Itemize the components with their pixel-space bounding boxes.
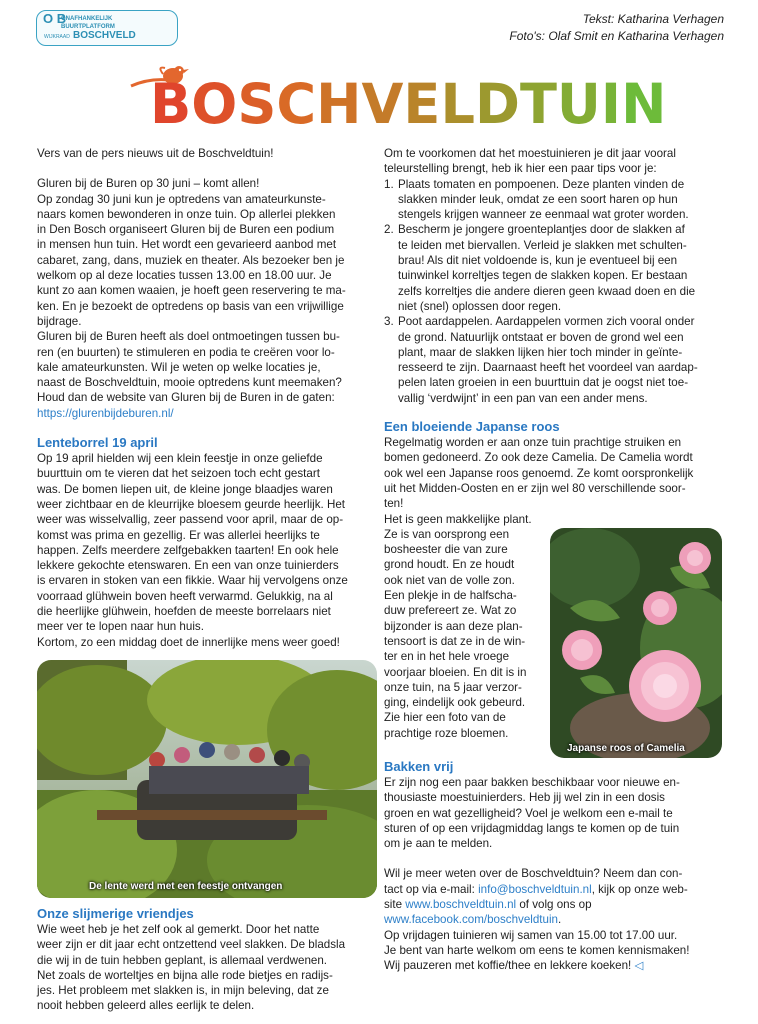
masthead-letter: T xyxy=(519,72,557,136)
text-line: weer zijn er dit jaar echt ontzettend veel slakken. De bladsla xyxy=(37,938,346,952)
text-line: Een plekje in de halfscha- xyxy=(384,589,517,603)
text-line: was. De bomen liepen uit, de kleine jonge blaadjes waren xyxy=(37,482,333,496)
bakken-section xyxy=(384,758,724,974)
text-line: Kortom, zo een middag doet de innerlijke mens weer goed! xyxy=(37,635,340,649)
roos-body-narrow xyxy=(384,512,549,741)
text-line: bosheester die van zure xyxy=(384,543,508,557)
text-line: cabaret, zang, dans, muziek en theater. Als bezoeker ben je xyxy=(37,253,345,267)
roos-heading: Een bloeiende Japanse roos xyxy=(384,419,560,435)
website-link[interactable]: www.boschveldtuin.nl xyxy=(405,898,517,912)
text-line: stengels krijgen wanneer ze eenmaal wat groter worden. xyxy=(398,208,689,222)
text-line: Op 19 april hielden wij een klein feestje in onze geliefde xyxy=(37,452,323,466)
masthead-letter: E xyxy=(403,72,441,136)
text-line: ter en in het hele vroege xyxy=(384,650,510,664)
platform-logo xyxy=(36,10,178,46)
text-line: groen en wat gezelligheid? Voel je welkom een e-mail te xyxy=(384,806,673,820)
gluren-link[interactable]: https://glurenbijdeburen.nl/ xyxy=(37,406,174,420)
text-line: uit het Midden-Oosten en er zijn wel 80 verschillende soor- xyxy=(384,481,686,495)
contact-text: . xyxy=(558,913,562,927)
bakken-body xyxy=(384,775,724,851)
text-line: brau! Als dit niet voldoende is, kun je eventueel bij een xyxy=(398,254,678,268)
text-line: ren (en buurten) te stimuleren en podia te creëren voor lo- xyxy=(37,345,335,359)
contact-line xyxy=(384,882,724,897)
text-line: niet (snel) oplossen door regen. xyxy=(398,299,562,313)
credits xyxy=(509,11,724,45)
slak-body xyxy=(37,922,377,1014)
text-line: in Den Bosch organiseert Gluren bij de Buren een podium xyxy=(37,223,335,237)
intro-text: Vers van de pers nieuws uit de Boschveldtuin! xyxy=(37,147,274,160)
text-line: onze tuin, na 5 jaar verzor- xyxy=(384,680,522,694)
photo-caption: De lente werd met een feestje ontvangen xyxy=(89,881,283,892)
masthead-letter: S xyxy=(237,72,277,136)
gluren-heading: Gluren bij de Buren op 30 juni – komt allen! xyxy=(37,177,260,191)
left-column xyxy=(37,146,377,650)
text-line: thousiaste moestuinierders. Heb jij wel zin in een dosis xyxy=(384,791,665,805)
text-line: resseerd te zijn. Daarnaast heeft het voordeel van aardap- xyxy=(398,361,698,375)
text-line: weer was wisselvallig, zeer passend voor april, maar de op- xyxy=(37,513,344,527)
masthead-letter: D xyxy=(474,72,520,136)
text-line: in mensen hun tuin. Het wordt een gevarieerd aanbod met xyxy=(37,238,337,252)
tip-item xyxy=(384,222,724,314)
text-line: Wie weet heb je het zelf ook al gemerkt. Door het natte xyxy=(37,923,320,936)
photo-caption: Japanse roos of Camelia xyxy=(567,743,685,754)
tip-number: 3. xyxy=(384,315,394,329)
tip-number: 1. xyxy=(384,177,394,191)
roos-body xyxy=(384,435,724,511)
text-line: om je aan te melden. xyxy=(384,837,493,851)
text-line: bijzonder is aan deze plan- xyxy=(384,619,523,633)
text-line: Op zondag 30 juni kun je optredens van amateurkunste- xyxy=(37,192,326,206)
tip-number: 2. xyxy=(384,223,394,237)
slak-heading: Onze slijmerige vriendjes xyxy=(37,906,194,921)
camelia-image xyxy=(550,528,722,758)
slak-section xyxy=(37,905,377,1014)
text-line: sturen of op een vrijdagmiddag langs te komen op de tuin xyxy=(384,821,680,835)
masthead-letter: I xyxy=(600,72,622,136)
photo-credit: Foto's: Olaf Smit en Katharina Verhagen xyxy=(509,29,724,43)
text-line: voorjaar bloeien. En dit is in xyxy=(384,665,527,679)
text-line: nooit hebben geleerd alles eerlijk te delen. xyxy=(37,999,255,1013)
text-line: tensoort is dat ze in de win- xyxy=(384,634,526,648)
text-line: lekkere gekochte etenswaren. En een van onze tuinierders xyxy=(37,559,339,573)
contact-line: Op vrijdagen tuinieren wij samen van 15.00 tot 17.00 uur. xyxy=(384,928,678,942)
masthead-letter: V xyxy=(361,72,404,136)
text-line: Het is geen makkelijke plant. xyxy=(384,512,532,526)
contact-text: Wij pauzeren met koffie/thee en lekkere koeken! xyxy=(384,959,632,973)
text-line: ken. En je bezoekt de optredens op basis van een vrijwillige xyxy=(37,299,344,313)
text-line: Ze is van oorsprong een xyxy=(384,527,510,541)
text-line: pelen laten groeien in een buurttuin dat je oogst niet toe- xyxy=(398,376,689,390)
contact-text: site xyxy=(384,898,406,912)
end-mark-icon: ◁ xyxy=(634,959,644,973)
text-line: kunt zo aan komen waaien, je hoeft geen reservering te ma- xyxy=(37,284,346,298)
text-line: duw prefereert ze. Wat zo xyxy=(384,604,517,618)
text-line: te leiden met biervallen. Verleid je slakken met schulten- xyxy=(398,238,687,252)
text-line: grond houdt. En ze houdt xyxy=(384,558,515,572)
contact-text: of volg ons op xyxy=(516,898,592,912)
text-line: Houd dan de website van Gluren bij de Buren in de gaten: xyxy=(37,391,335,405)
masthead-letter: L xyxy=(440,72,475,136)
text-line: zelfs korreltjes die andere dieren geen kwaad doen en die xyxy=(398,284,696,298)
text-line: plant, maar de slakken lijken hier toch minder in geïnte- xyxy=(398,345,683,359)
text-line: happen. Zelfs meerdere zelfgebakken taarten! En ook hele xyxy=(37,543,339,557)
text-line: Bescherm je jongere groenteplantjes door de slakken af xyxy=(398,223,685,237)
text-line: vallig ‘verdwijnt’ in een pan van een ander mens. xyxy=(398,391,648,405)
text-line: Om te voorkomen dat het moestuinieren je dit jaar vooral xyxy=(384,147,676,160)
text-line: Poot aardappelen. Aardappelen vormen zich vooral onder xyxy=(398,315,695,329)
lenteborrel-photo xyxy=(37,660,377,898)
camelia-photo xyxy=(550,528,722,758)
text-line: Regelmatig worden er aan onze tuin prachtige struiken en xyxy=(384,436,682,450)
tips-list xyxy=(384,177,724,406)
logo-line: BOSCHVELD xyxy=(73,30,136,41)
text-line: Gluren bij de Buren heeft als doel ontmoetingen tussen bu- xyxy=(37,330,340,344)
lente-heading: Lenteborrel 19 april xyxy=(37,435,158,451)
masthead-letter: C xyxy=(276,72,317,136)
text-line: Net zoals de worteltjes en bijna alle rode bietjes en radijs- xyxy=(37,968,333,982)
garden-party-image xyxy=(37,660,377,898)
text-line: kale amateurkunsten. Wil je weten op welke locaties je, xyxy=(37,360,321,374)
text-line: ook wel een Japanse roos genoemd. Ze komt oorspronkelijk xyxy=(384,466,694,480)
text-line: naars komen bewonderen in onze tuin. Op allerlei plekken xyxy=(37,207,336,221)
contact-line xyxy=(384,958,724,973)
text-line: prachtige roze bloemen. xyxy=(384,726,509,740)
text-line: buurttuin om te vieren dat het seizoen toch echt gestart xyxy=(37,467,320,481)
text-line: voorraad glühwein boven heeft verwarmd. Gelukkig, na al xyxy=(37,589,333,603)
text-line: ging, eindelijk ook gebeurd. xyxy=(384,696,526,710)
masthead-letter: B xyxy=(150,72,192,136)
text-line: naast de Boschveldtuin, mooie optredens kunt meemaken? xyxy=(37,376,342,390)
masthead-letter: N xyxy=(621,72,667,136)
text-line: meer ver te lopen naar hun huis. xyxy=(37,620,204,634)
logo-letters: O B xyxy=(43,11,67,26)
text-line: welkom op al deze locaties tussen 13.00 en 18.00 uur. Je xyxy=(37,269,332,283)
text-line: ten! xyxy=(384,497,404,511)
text-line: Er zijn nog een paar bakken beschikbaar voor nieuwe en- xyxy=(384,776,680,789)
text-line: jes. Het probleem met slakken is, in mijn beleving, dat ze xyxy=(37,984,329,998)
masthead-letter: O xyxy=(191,72,238,136)
text-line: slakken minder leuk, omdat ze een soort haren op hun xyxy=(398,192,678,206)
text-line: komst was prima en gezellig. Er was allerlei heerlijks te xyxy=(37,528,320,542)
facebook-link[interactable]: www.facebook.com/boschveldtuin xyxy=(384,913,558,927)
text-credit: Tekst: Katharina Verhagen xyxy=(582,12,724,26)
text-line: die wij in de tuin hebben geplant, is allemaal verdwenen. xyxy=(37,953,328,967)
masthead-title xyxy=(150,74,666,134)
text-line: Plaats tomaten en pompoenen. Deze planten vinden de xyxy=(398,177,685,191)
logo-line: BUURTPLATFORM xyxy=(61,24,115,30)
text-line: weer zichtbaar en de kleurrijke bloesem geurde heerlijk. Het xyxy=(37,497,346,511)
contact-text: , kijk op onze web- xyxy=(591,882,688,896)
logo-line: ONAFHANKELIJK xyxy=(61,16,113,22)
logo-line: WIJKRAAD xyxy=(44,34,70,40)
masthead-text xyxy=(150,74,666,134)
contact-text: tact op via e-mail: xyxy=(384,882,479,896)
text-line: tuinwinkel korreltjes tegen de slakken kopen. Er bestaan xyxy=(398,269,688,283)
contact-line xyxy=(384,897,724,912)
tip-item xyxy=(384,314,724,406)
contact-line xyxy=(384,912,724,927)
text-line: Zie hier een foto van de xyxy=(384,711,506,725)
text-line: is ervaren in stoken van een fikkie. Waar hij vervolgens onze xyxy=(37,574,348,588)
tip-item xyxy=(384,177,724,223)
text-line: ook niet van de volle zon. xyxy=(384,573,515,587)
text-line: teleurstelling brengt, heb ik hier een paar tips voor je: xyxy=(384,162,657,176)
contact-line: Je bent van harte welkom om eens te komen kennismaken! xyxy=(384,943,690,957)
text-line: die heerlijke glühwein, hoefden de meeste borrelaars niet xyxy=(37,605,331,619)
email-link[interactable]: info@boschveldtuin.nl xyxy=(478,882,592,896)
gluren-body xyxy=(37,192,377,406)
text-line: bomen gedoneerd. Zo ook deze Camelia. De Camelia wordt xyxy=(384,451,693,465)
masthead-letter: H xyxy=(316,72,362,136)
bakken-heading: Bakken vrij xyxy=(384,759,454,774)
lente-body xyxy=(37,451,377,650)
masthead-letter: U xyxy=(556,72,601,136)
text-line: de grond. Natuurlijk ontstaat er boven de grond wel een xyxy=(398,330,684,344)
contact-line: Wil je meer weten over de Boschveldtuin? Neem dan con- xyxy=(384,867,683,881)
text-line: bijdrage. xyxy=(37,314,82,328)
tips-intro xyxy=(384,146,724,177)
